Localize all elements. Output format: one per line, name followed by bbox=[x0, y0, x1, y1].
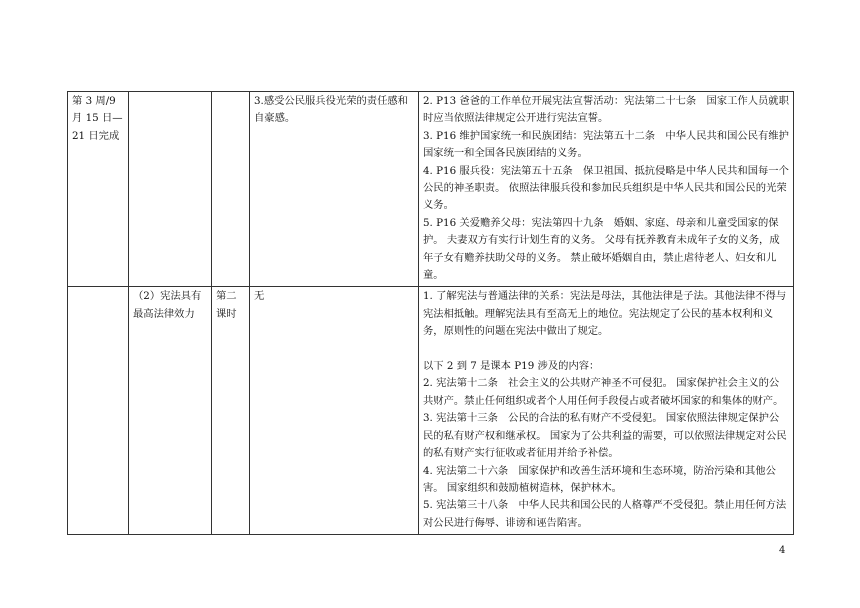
table-body bbox=[68, 92, 794, 535]
content-line: 5. P16 关爱赡养父母：宪法第四十九条 婚姻、家庭、母亲和儿童受国家的保护。 夫妻双方有实行计划生育的义务。 父母有抚养教育未成年子女的义务，成年子女有赡养扶助父母的义务。 禁止破坏婚姻自由，禁止虐待老人、妇女和儿童。 bbox=[423, 216, 780, 282]
content-line: 以下 2 到 7 是课本 P19 涉及的内容： bbox=[423, 360, 600, 373]
content-line: 1. 了解宪法与普通法律的关系：宪法是母法，其他法律是子法。其他法律不得与宪法相抵触。理解宪法具有至高无上的地位。宪法规定了公民的基本权利和义务，原则性的问题在宪法中做出了规定。 bbox=[423, 290, 787, 338]
content-cell bbox=[419, 287, 794, 535]
period-cell bbox=[212, 287, 250, 535]
topic-text: （2）宪法具有最高法律效力 bbox=[133, 290, 202, 320]
blank-line bbox=[423, 341, 789, 358]
table-row bbox=[68, 92, 794, 287]
week-text: 第 3 周/9 月 15 日—21 日完成 bbox=[72, 95, 123, 142]
topic-cell bbox=[129, 92, 212, 287]
content-line: 2. P13 爸爸的工作单位开展宪法宣誓活动：宪法第二十七条 国家工作人员就职时应当依照法律规定公开进行宪法宣誓。 bbox=[423, 95, 789, 125]
period-cell bbox=[212, 92, 250, 287]
content-line: 4. 宪法第二十六条 国家保护和改善生活环境和生态环境，防治污染和其他公害。 国家组织和鼓励植树造林，保护林木。 bbox=[423, 464, 776, 494]
content-cell bbox=[419, 92, 794, 287]
week-cell bbox=[68, 92, 129, 287]
content-line: 5. 宪法第三十八条 中华人民共和国公民的人格尊严不受侵犯。禁止用任何方法对公民进行侮辱、诽谤和诬告陷害。 bbox=[423, 499, 787, 529]
content-line: 3. 宪法第十三条 公民的合法的私有财产不受侵犯。 国家依照法律规定保护公民的私有财产权和继承权。 国家为了公共利益的需要，可以依照法律规定对公民的私有财产实行征收或者征用并给予补偿。 bbox=[423, 412, 787, 460]
content-line: 2. 宪法第十二条 社会主义的公共财产神圣不可侵犯。 国家保护社会主义的公共财产。禁止任何组织或者个人用任何手段侵占或者破坏国家的和集体的财产。 bbox=[423, 377, 784, 407]
topic-cell bbox=[129, 287, 212, 535]
content-line: 3. P16 维护国家统一和民族团结：宪法第五十二条 中华人民共和国公民有维护国家统一和全国各民族团结的义务。 bbox=[423, 129, 789, 160]
goal-cell bbox=[250, 92, 419, 287]
lesson-plan-table bbox=[67, 91, 794, 535]
page-number: 4 bbox=[779, 545, 786, 556]
goal-text: 无 bbox=[254, 290, 265, 303]
period-text: 第二课时 bbox=[216, 290, 237, 320]
goal-cell bbox=[250, 287, 419, 535]
content-line: 4. P16 服兵役：宪法第五十五条 保卫祖国、抵抗侵略是中华人民共和国每一个公民的神圣职责。 依照法律服兵役和参加民兵组织是中华人民共和国公民的光荣义务。 bbox=[423, 164, 789, 212]
week-cell bbox=[68, 287, 129, 535]
table-row bbox=[68, 287, 794, 535]
goal-text: 3.感受公民服兵役光荣的责任感和自豪感。 bbox=[254, 95, 408, 125]
